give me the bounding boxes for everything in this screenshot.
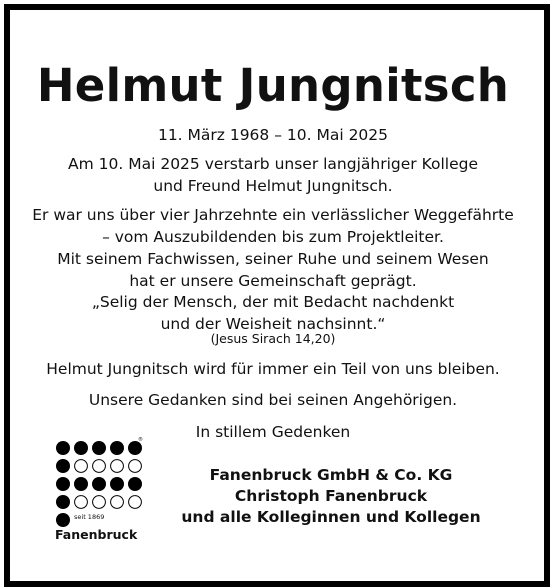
tribute-line-1: Er war uns über vier Jahrzehnte ein verlässlicher Weggefährte [32, 206, 514, 224]
logo-dot [110, 441, 124, 455]
logo-name: Fanenbruck [55, 527, 138, 542]
quote-line-2: und der Weisheit nachsinnt.“ [160, 315, 386, 333]
logo-dot [92, 477, 106, 491]
logo-dot [56, 441, 70, 455]
quote [0, 291, 546, 335]
closing-line-2: Unsere Gedanken sind bei seinen Angehörigen. [88, 391, 458, 409]
logo-dot [128, 477, 142, 491]
logo-dot [56, 477, 70, 491]
logo-dot [93, 460, 106, 473]
logo-dot [129, 460, 142, 473]
signers-block [172, 465, 490, 528]
logo-since: seit 1869 [74, 513, 105, 521]
logo-dot [111, 460, 124, 473]
deceased-name: Helmut Jungnitsch [36, 59, 510, 112]
announcement-line-1: Am 10. Mai 2025 verstarb unser langjähriger Kollege [68, 155, 478, 173]
logo-dot [128, 441, 142, 455]
signer-person: Christoph Fanenbruck [234, 487, 428, 505]
closing-line-3: In stillem Gedenken [195, 423, 351, 441]
logo-dot [111, 496, 124, 509]
signer-colleagues: und alle Kolleginnen und Kollegen [181, 508, 481, 526]
signer-company: Fanenbruck GmbH & Co. KG [209, 466, 453, 484]
logo-dot [129, 496, 142, 509]
announcement-line-2: und Freund Helmut Jungnitsch. [153, 177, 393, 195]
registered-mark: ® [138, 437, 143, 443]
life-dates: 11. März 1968 – 10. Mai 2025 [157, 126, 389, 144]
logo-dot [75, 460, 88, 473]
logo-dot [56, 459, 70, 473]
logo-dot [74, 477, 88, 491]
logo-dot [92, 441, 106, 455]
logo-dot [93, 496, 106, 509]
tribute-paragraph [0, 204, 546, 292]
logo-dot [110, 477, 124, 491]
logo-dot [56, 513, 70, 527]
logo-dot [75, 496, 88, 509]
tribute-line-4: hat er unsere Gemeinschaft geprägt. [129, 272, 417, 290]
logo-dot [74, 441, 88, 455]
closing-line-1: Helmut Jungnitsch wird für immer ein Teil von uns bleiben. [46, 360, 500, 378]
announcement-paragraph [0, 153, 546, 197]
logo-dot [56, 495, 70, 509]
quote-citation: (Jesus Sirach 14,20) [210, 331, 336, 346]
tribute-line-3: Mit seinem Fachwissen, seiner Ruhe und seinem Wesen [57, 250, 489, 268]
tribute-line-2: – vom Auszubildenden bis zum Projektleiter. [102, 228, 444, 246]
quote-line-1: „Selig der Mensch, der mit Bedacht nachdenkt [91, 293, 455, 311]
